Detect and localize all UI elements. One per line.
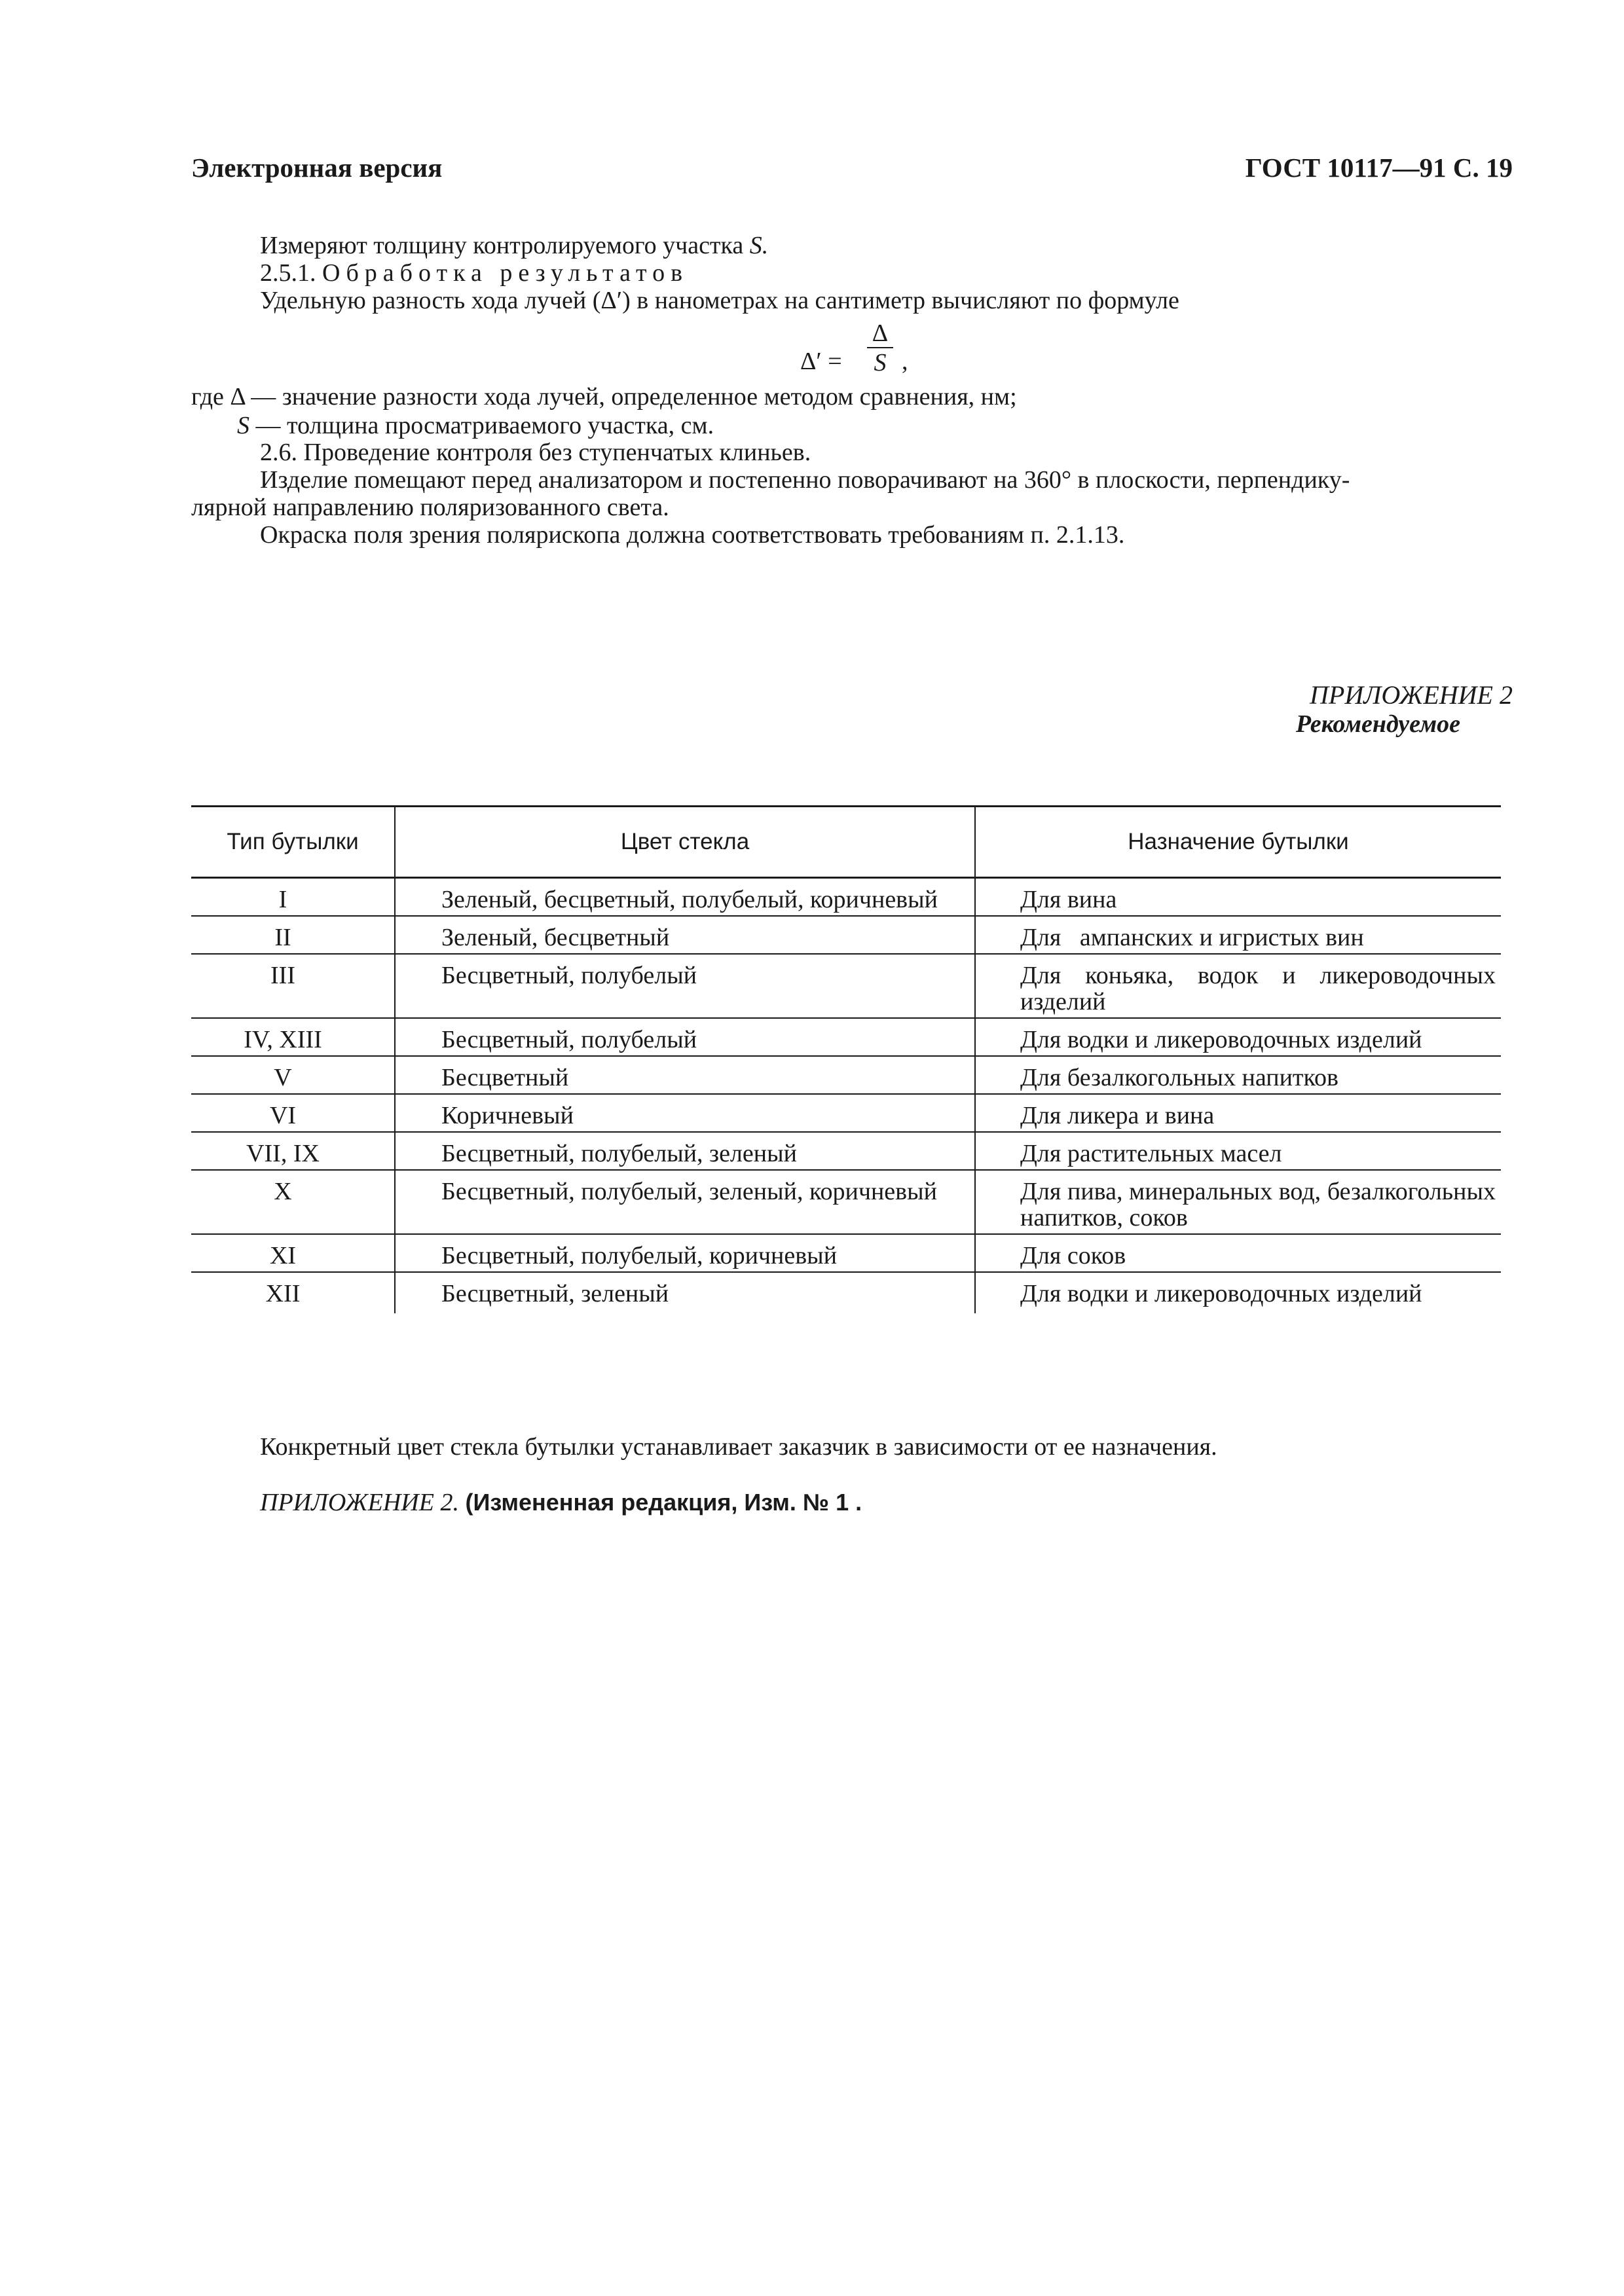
column-header-type: Тип бутылки (191, 807, 395, 878)
cell-color: Бесцветный (395, 1056, 975, 1094)
revision-note-text: (Измененная редакция, Изм. № 1 . (465, 1489, 862, 1516)
cell-purpose: Для водки и ликероводочных изделий (975, 1018, 1501, 1056)
cell-type: I (191, 878, 395, 917)
cell-color: Бесцветный, полубелый, зеленый (395, 1132, 975, 1170)
cell-type: X (191, 1170, 395, 1234)
note-color-choice: Конкретный цвет стекла бутылки устанавливает заказчик в зависимости от ее назначения. (260, 1433, 1217, 1461)
table-row (191, 1272, 1501, 1313)
table-row (191, 1056, 1501, 1094)
paragraph-rotate-a: Изделие помещают перед анализатором и постепенно поворачивают на 360° в плоскости, перпендику- (260, 466, 1350, 494)
header-page-number: ГОСТ 10117—91 С. 19 (1245, 153, 1513, 183)
cell-purpose: Для безалкогольных напитков (975, 1056, 1501, 1094)
cell-color: Бесцветный, полубелый (395, 954, 975, 1018)
cell-purpose: Для соков (975, 1234, 1501, 1272)
cell-purpose: Для ампанских и игристых вин (975, 916, 1501, 954)
cell-color: Зеленый, бесцветный (395, 916, 975, 954)
formula-lhs: Δ′ = (800, 348, 842, 375)
paragraph-formula-intro: Удельную разность хода лучей (Δ′) в нанометрах на сантиметр вычисляют по формуле (260, 287, 1179, 314)
appendix-subtitle: Рекомендуемое (1295, 710, 1460, 738)
table-header-row (191, 807, 1501, 878)
cell-purpose: Для водки и ликероводочных изделий (975, 1272, 1501, 1313)
cell-type: II (191, 916, 395, 954)
cell-color: Бесцветный, зеленый (395, 1272, 975, 1313)
paragraph-measure-thickness: Измеряют толщину контролируемого участка S. (260, 232, 769, 259)
formula-fraction: Δ S (867, 319, 893, 377)
table-row (191, 1234, 1501, 1272)
cell-purpose: Для пива, минеральных вод, безалкогольных напитков, соков (975, 1170, 1501, 1234)
cell-type: III (191, 954, 395, 1018)
cell-purpose: Для ликера и вина (975, 1094, 1501, 1132)
cell-color: Бесцветный, полубелый (395, 1018, 975, 1056)
table-row (191, 916, 1501, 954)
paragraph-coloring: Окраска поля зрения полярископа должна соответствовать требованиям п. 2.1.13. (260, 521, 1125, 549)
cell-type: VII, IX (191, 1132, 395, 1170)
revision-note-label: ПРИЛОЖЕНИЕ 2. (260, 1489, 459, 1516)
cell-type: IV, XIII (191, 1018, 395, 1056)
cell-color: Бесцветный, полубелый, коричневый (395, 1234, 975, 1272)
table-row (191, 1018, 1501, 1056)
paragraph-rotate-b: лярной направлению поляризованного света. (191, 494, 669, 521)
table-row (191, 1170, 1501, 1234)
cell-color: Коричневый (395, 1094, 975, 1132)
cell-type: V (191, 1056, 395, 1094)
appendix-title: ПРИЛОЖЕНИЕ 2 (1310, 680, 1513, 710)
header-left: Электронная версия (191, 153, 443, 183)
table-row (191, 1094, 1501, 1132)
section-2-6: 2.6. Проведение контроля без ступенчатых клиньев. (260, 439, 811, 466)
cell-purpose: Для вина (975, 878, 1501, 917)
cell-type: XI (191, 1234, 395, 1272)
table-row (191, 1132, 1501, 1170)
column-header-color: Цвет стекла (395, 807, 975, 878)
where-s: S — толщина просматриваемого участка, см. (237, 412, 714, 439)
table-row (191, 954, 1501, 1018)
cell-type: XII (265, 1280, 301, 1307)
column-header-purpose: Назначение бутылки (975, 807, 1501, 878)
revision-note (260, 1488, 862, 1517)
cell-color: Бесцветный, полубелый, зеленый, коричневый (395, 1170, 975, 1234)
where-delta: где Δ — значение разности хода лучей, определенное методом сравнения, нм; (191, 383, 1017, 410)
section-2-5-1: 2.5.1. Обработка результатов (260, 259, 689, 287)
cell-type: VI (191, 1094, 395, 1132)
table-row (191, 878, 1501, 917)
cell-purpose: Для коньяка, водок и ликероводочных изделий (975, 954, 1501, 1018)
bottle-table (191, 805, 1501, 1313)
cell-color: Зеленый, бесцветный, полубелый, коричневый (395, 878, 975, 917)
cell-purpose: Для растительных масел (975, 1132, 1501, 1170)
